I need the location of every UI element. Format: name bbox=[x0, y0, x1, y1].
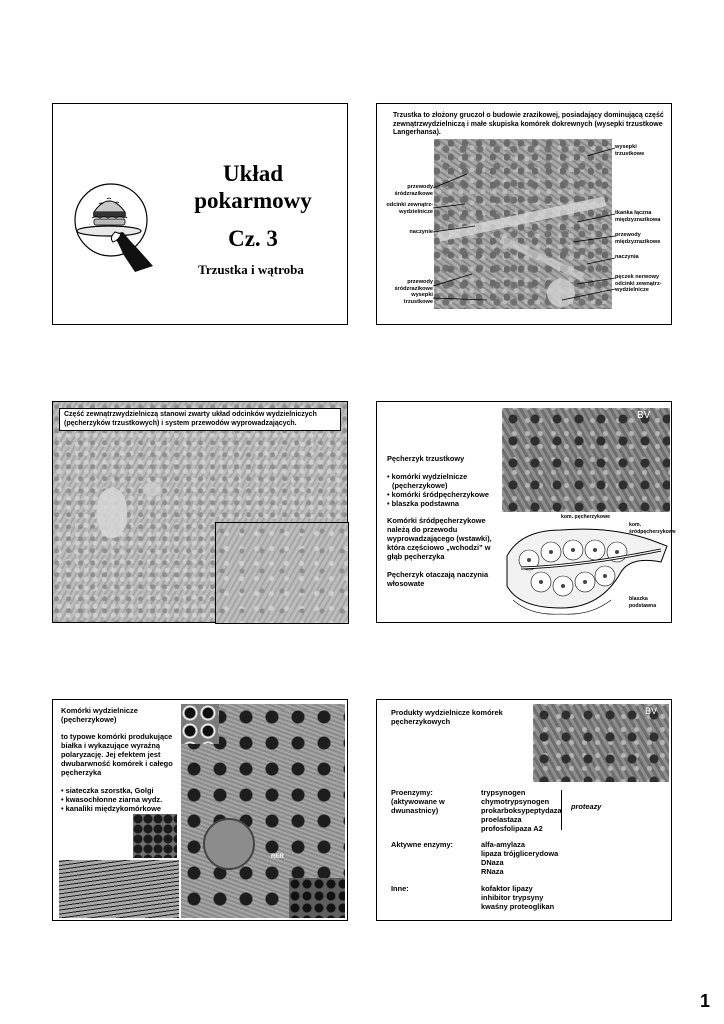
list-item: kofaktor lipazy bbox=[481, 884, 533, 893]
bullet-item: • blaszka podstawna bbox=[387, 499, 459, 508]
list-item: profosfolipaza A2 bbox=[481, 824, 543, 833]
label-naczynie: naczynie bbox=[409, 229, 433, 235]
products-heading: Produkty wydzielnicze komórek pęcherzykowych bbox=[391, 708, 503, 726]
list-item: RNaza bbox=[481, 867, 504, 876]
list-item: chymotrypsynogen bbox=[481, 797, 550, 806]
label-przewody-wysepki: przewody śródzrazikowe wysepki trzustkowe bbox=[394, 279, 433, 305]
slide-subtitle: Trzustka i wątroba bbox=[198, 262, 304, 277]
acinus-para-1: Komórki śródpęcherzykowe należą do przewodu wyprowadzającego (wstawki), która częściowo „wchodzi” w głąb pęcherzyka bbox=[387, 516, 492, 561]
bullet-item: • siateczka szorstka, Golgi bbox=[61, 786, 154, 795]
acinus-micrograph bbox=[502, 408, 670, 512]
label-blaszka-podstawna: blaszka podstawna bbox=[629, 596, 657, 609]
secretory-bullets bbox=[61, 786, 179, 813]
label-kom-pecherzykowe: kom. pęcherzykowe bbox=[561, 514, 611, 520]
part-number: Cz. 3 bbox=[228, 226, 278, 251]
label-naczynia: naczynia bbox=[615, 254, 639, 260]
label-odcinki-zewnatrzwydzielnicze: odcinki zewnątrz-wydzielnicze bbox=[386, 202, 433, 215]
list-item: DNaza bbox=[481, 858, 504, 867]
secretory-para: to typowe komórki produkujące białka i wykazujące wyraźną polaryzację. Jej efektem jest dwubarwność komórek i całego pęcherzyka bbox=[61, 732, 173, 777]
bv-label: BV bbox=[645, 706, 658, 716]
group-label-active-enzymes: Aktywne enzymy: bbox=[391, 840, 454, 849]
granule-inset bbox=[181, 704, 219, 744]
caption-bold-term: Trzustka bbox=[393, 112, 422, 119]
slide-secretory-cells bbox=[52, 699, 348, 921]
exocrine-caption: Część zewnątrzwydzielniczą stanowi zwarty układ odcinków wydzielniczych (pęcherzyków trzustkowych) i system przewodów wyprowadzających. bbox=[59, 408, 341, 431]
list-item: prokarboksypeptydaza bbox=[481, 806, 562, 815]
bullet-item: • komórki śródpęcherzykowe bbox=[387, 490, 489, 499]
bullet-item: • komórki wydzielnicze bbox=[387, 472, 468, 481]
nucleus bbox=[203, 818, 255, 870]
slide-title bbox=[52, 103, 348, 325]
label-przewody-miedzyzrazikowe: przewody międzyzrazikowe bbox=[615, 232, 661, 245]
list-item: lipaza trójglicerydowa bbox=[481, 849, 559, 858]
title-line-1: Układ bbox=[222, 161, 284, 186]
list-item: alfa-amylaza bbox=[481, 840, 525, 849]
bullet-item: (pęcherzykowe) bbox=[392, 481, 448, 490]
granule-inset-3 bbox=[289, 878, 345, 918]
page-number: 1 bbox=[699, 991, 710, 1011]
exocrine-inset-micrograph bbox=[215, 522, 349, 624]
label-wysepki-trzustkowe: wysepki trzustkowe bbox=[615, 144, 645, 157]
proteases-bracket bbox=[561, 790, 562, 830]
other-list bbox=[481, 884, 581, 911]
slide-exocrine-part bbox=[52, 401, 348, 623]
rer-inset bbox=[59, 860, 179, 918]
granule-inset-2 bbox=[133, 814, 177, 858]
proteases-label: proteazy bbox=[571, 802, 602, 811]
islet-region bbox=[97, 488, 127, 538]
label-peczek-nerwowy: pęczek nerwowy odcinki zewnątrz-wydzielnicze bbox=[615, 274, 662, 294]
acinus-heading: Pęcherzyk trzustkowy bbox=[387, 454, 465, 463]
pointer-lines bbox=[377, 104, 673, 326]
acinus-bullets bbox=[387, 472, 505, 508]
group-label-other: Inne: bbox=[391, 884, 409, 893]
caption-text: to złożony gruczoł o budowie zrazikowej, posiadający dominującą część zewnątrzwydzielniczą i małe skupiska komórek dokrewnych (wysepki trzustkowe Langerhansa). bbox=[393, 112, 664, 137]
bullet-item: • kwasochłonne ziarna wydz. bbox=[61, 795, 163, 804]
list-item: proelastaza bbox=[481, 815, 522, 824]
bullet-item: • kanaliki międzykomórkowe bbox=[61, 804, 161, 813]
title-line-2: pokarmowy bbox=[194, 188, 312, 213]
secretory-heading: Komórki wydzielnicze (pęcherzykowe) bbox=[61, 706, 138, 724]
list-item: inhibitor trypsyny bbox=[481, 893, 544, 902]
label-tkanka-laczna: tkanka łączna międzyzrazikowa bbox=[615, 210, 661, 223]
islet-region bbox=[143, 482, 161, 496]
slide-pancreas-overview bbox=[376, 103, 672, 325]
label-przewody-srodzrazikowe: przewody śródzrazikowe bbox=[394, 184, 433, 197]
list-item: trypsynogen bbox=[481, 788, 526, 797]
list-item: kwaśny proteoglikan bbox=[481, 902, 555, 911]
slide-pancreatic-acinus bbox=[376, 401, 676, 623]
slide-title-heading bbox=[183, 160, 323, 214]
proenzyme-list bbox=[481, 788, 571, 833]
waiter-burger-icon bbox=[63, 182, 163, 282]
bv-label: BV bbox=[637, 410, 651, 421]
slide-secretory-products bbox=[376, 699, 672, 921]
group-label-proenzymes: Proenzymy: (aktywowane w dwunastnicy) bbox=[391, 788, 445, 815]
active-enzyme-list bbox=[481, 840, 581, 876]
rer-label: RER bbox=[271, 854, 284, 860]
label-kom-srodpecherzykowe: kom. śródpęcherzykowe bbox=[629, 522, 676, 535]
acinus-para-2: Pęcherzyk otaczają naczynia włosowate bbox=[387, 570, 489, 588]
